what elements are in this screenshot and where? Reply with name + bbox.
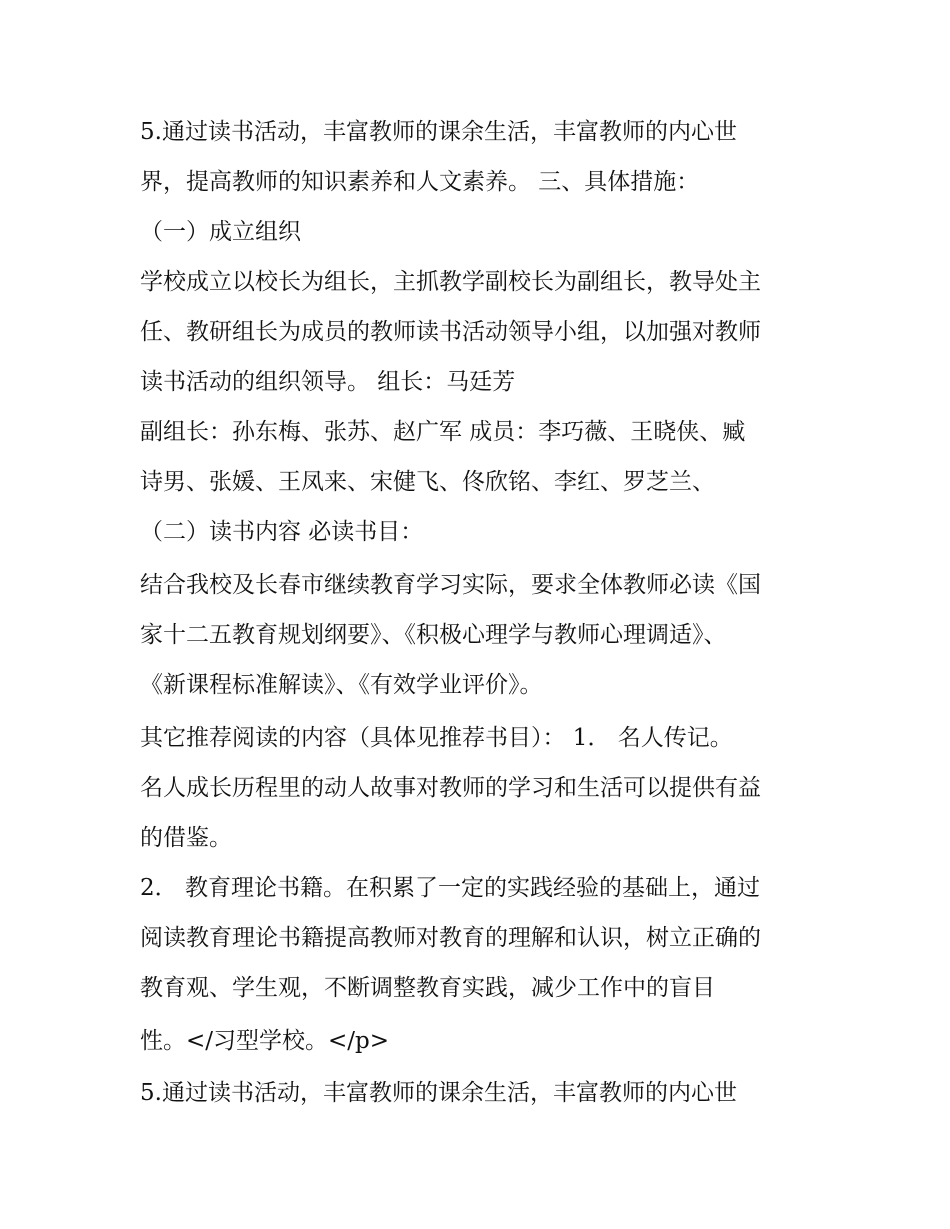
- text-line: 读书活动的组织领导。 组长：马廷芳: [140, 369, 516, 395]
- text-line: 结合我校及长春市继续教育学习实际，要求全体教师必读《国: [140, 572, 761, 598]
- text-line: 界，提高教师的知识素养和人文素养。 三、具体措施：: [140, 169, 700, 195]
- text-line: 诗男、张媛、王凤来、宋健飞、佟欣铭、李红、罗芝兰、: [140, 469, 715, 495]
- text-line: 其它推荐阅读的内容（具体见推荐书目）： 1． 名人传记。: [140, 725, 733, 751]
- text-line: （二）读书内容 必读书目：: [140, 519, 424, 545]
- text-line: 家十二五教育规划纲要》、《积极心理学与教师心理调适》、: [140, 622, 727, 648]
- text-line: 的借鉴。: [140, 825, 232, 851]
- text-line: 《新课程标准解读》、《有效学业评价》。: [140, 672, 543, 698]
- text-line: 5.通过读书活动，丰富教师的课余生活，丰富教师的内心世: [140, 119, 737, 145]
- text-line: 教育观、学生观，不断调整教育实践，减少工作中的盲目: [140, 975, 715, 1001]
- text-line: 副组长：孙东梅、张苏、赵广军 成员：李巧薇、王晓侠、臧: [140, 419, 746, 445]
- text-line: 阅读教育理论书籍提高教师对教育的理解和认识，树立正确的: [140, 925, 761, 951]
- text-line: 任、教研组长为成员的教师读书活动领导小组，以加强对教师: [140, 319, 761, 345]
- text-line: 性。</习型学校。</p>: [140, 1028, 390, 1054]
- text-line: 5.通过读书活动，丰富教师的课余生活，丰富教师的内心世: [140, 1080, 737, 1106]
- text-line: 学校成立以校长为组长，主抓教学副校长为副组长，教导处主: [140, 269, 761, 295]
- text-line: 名人成长历程里的动人故事对教师的学习和生活可以提供有益: [140, 775, 761, 801]
- text-line: 2． 教育理论书籍。在积累了一定的实践经验的基础上，通过: [140, 875, 760, 901]
- text-line: （一）成立组织: [140, 219, 301, 245]
